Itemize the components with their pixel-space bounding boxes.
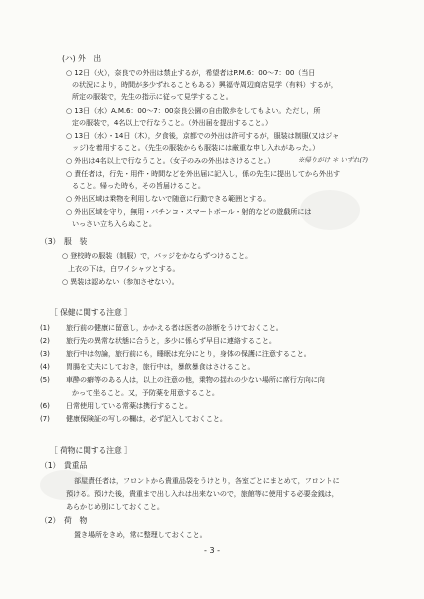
outing-line: ○ 12日（火），奈良での外出は禁止するが，希望者はP.M.6：00～7：00（当日 [66,68,316,77]
health-item-num: (2) [40,336,50,345]
outing-line: ること。帰った時も，その旨届けること。 [72,181,205,190]
health-item-text: かって坐ること。又，予防薬を用意すること。 [72,388,219,397]
health-item-num: (4) [40,362,50,371]
health-item-text: 旅行前の健康に留意し，かかえる者は医者の診断をうけておくこと。 [66,323,283,332]
health-item-text: 車酔の癖等のある人は，以上の注意の他，乗物の揺れの少ない場所に席行方向に向 [66,375,325,384]
outing-line: ○ 外出は4名以上で行なうこと。（女子のみの外出はさけること。） [66,156,275,165]
health-item-text: 胃腸を丈夫にしておき，旅行中は，暴飲暴食はさけること。 [66,362,255,371]
health-item-num: (3) [40,349,50,358]
valuables-line: 部屋責任者は，フロントから貴重品袋をうけとり，各室ごとにまとめて，フロントに [74,476,340,485]
dress-line: ○ 異装は認めない（参加させない）。 [62,277,179,286]
health-item-num: (7) [40,414,50,423]
handwritten-note: ※帰りがけ ＊ いずれ(?) [298,156,368,164]
baggage-heading: （2） 荷 物 [40,516,88,525]
outing-line: ○ 13日（水）・14日（木），夕食後，京都での外出は許可するが，服装は制服(又はジャ [66,131,340,140]
outing-line: ○ 外出区域は乗物を利用しないで随意に行動できる範囲とする。 [66,194,271,203]
baggage-line: 置き場所をきめ，常に整理しておくこと。 [74,530,207,539]
outing-line: ッジ)を着用すること。（先生の服装からも服装には厳重な申し入れがあった。） [72,143,320,152]
valuables-heading: （1） 貴重品 [40,461,88,470]
outing-line: の状況により，時間が多少ずれることもある）興福寺周辺商店見学（有料）するが， [72,80,338,89]
outing-line: いっさい立ち入らぬこと。 [72,219,156,228]
valuables-line: 預ける。預けた後，貴重まで出し入れは出来ないので，旅館等に使用する必要金銭は， [66,489,339,498]
outing-line: ○ 13日（水）A.M.6：00～7：00奈良公園の自由散歩をしてもよい。ただし，所 [66,106,321,115]
outing-line: ○ 責任者は，行先・用件・時間などを外出届に記入し，係の先生に提出してから外出す [66,169,341,178]
dress-heading: （3） 服 装 [40,237,88,246]
page-number: - 3 - [204,546,220,555]
outing-line: ○ 外出区域を守り，無用・パチンコ・スマートボール・射的などの遊戯所には [66,207,312,216]
health-item-text: 旅行中は勿論，旅行前にも，睡眠は充分にとり，身体の保護に注意すること。 [66,349,311,358]
health-item-text: 健康保険証の写しの欄は，必ず記入しておくこと。 [66,414,227,423]
health-heading: ［ 保健に関する注意 ］ [50,308,132,317]
luggage-heading: ［ 荷物に関する注意 ］ [50,446,132,455]
health-item-num: (5) [40,375,50,384]
outing-line: 所定の服装で，先生の指示に従って見学すること。 [72,92,233,101]
dress-line: ○ 登校時の服装（制服）で，バッジをかならずつけること。 [62,251,252,260]
outing-heading: (ハ) 外 出 [62,54,102,63]
health-item-num: (1) [40,323,50,332]
health-item-text: 旅行先の異常な状態に合うと，多少に係らず早目に連絡すること。 [66,336,276,345]
health-item-text: 日常使用している常薬は携行すること。 [66,401,192,410]
outing-line: 定の服装で，4名以上で行なうこと。（外出届を提出すること。） [72,118,272,127]
dress-line: 上衣の下は，白ワイシャツとする。 [68,264,180,273]
health-item-num: (6) [40,401,50,410]
valuables-line: あらかじめ別にしておくこと。 [66,502,164,511]
